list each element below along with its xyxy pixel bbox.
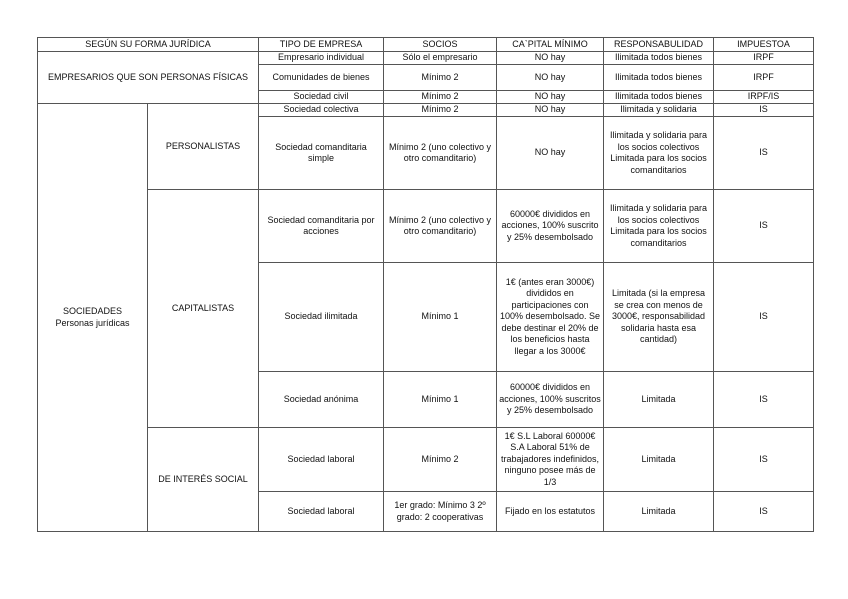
cell-capital: NO hay	[497, 65, 604, 91]
cell-capital: NO hay	[497, 104, 604, 117]
header-socios: SOCIOS	[384, 38, 497, 52]
cell-impuesto: IS	[714, 263, 814, 372]
cell-impuesto: IS	[714, 372, 814, 428]
cell-capital: 60000€ divididos en acciones, 100% suscritos y 25% desembolsado	[497, 372, 604, 428]
cell-tipo: Comunidades de bienes	[259, 65, 384, 91]
table-row	[38, 52, 814, 65]
group-sociedades-title: SOCIEDADES	[62, 306, 122, 316]
cell-tipo: Sociedad laboral	[259, 428, 384, 492]
subgroup-personalistas: PERSONALISTAS	[148, 104, 259, 190]
company-forms-table	[37, 37, 814, 532]
cell-tipo: Sociedad anónima	[259, 372, 384, 428]
cell-impuesto: IS	[714, 492, 814, 532]
table-row	[38, 104, 814, 117]
cell-responsabilidad: Ilimitada todos bienes	[604, 52, 714, 65]
cell-socios: Mínimo 2	[384, 91, 497, 104]
cell-impuesto: IRPF/IS	[714, 91, 814, 104]
cell-impuesto: IRPF	[714, 52, 814, 65]
subgroup-interes-social: DE INTERÉS SOCIAL	[148, 428, 259, 532]
cell-responsabilidad: Ilimitada todos bienes	[604, 91, 714, 104]
cell-socios: Mínimo 2	[384, 104, 497, 117]
cell-capital: NO hay	[497, 117, 604, 190]
cell-responsabilidad: Limitada	[604, 492, 714, 532]
group-personas-fisicas: EMPRESARIOS QUE SON PERSONAS FÍSICAS	[38, 52, 259, 104]
cell-tipo: Sociedad comanditaria por acciones	[259, 190, 384, 263]
cell-capital: 1€ (antes eran 3000€) divididos en participaciones con 100% desembolsado. Se debe destinar el 20% de los beneficios hasta llegar a los 3000€	[497, 263, 604, 372]
subgroup-capitalistas: CAPITALISTAS	[148, 190, 259, 428]
cell-socios: Mínimo 1	[384, 372, 497, 428]
header-capital-minimo: CA`PITAL MÍNIMO	[497, 38, 604, 52]
header-forma-juridica: SEGÚN SU FORMA JURÍDICA	[38, 38, 259, 52]
cell-tipo: Sociedad civil	[259, 91, 384, 104]
cell-tipo: Empresario individual	[259, 52, 384, 65]
cell-responsabilidad: Limitada	[604, 372, 714, 428]
cell-responsabilidad: Limitada (si la empresa se crea con menos de 3000€, responsabilidad solidaria hasta esa cantidad)	[604, 263, 714, 372]
cell-capital: 1€ S.L Laboral 60000€ S.A Laboral 51% de trabajadores indefinidos, ninguno posee más de 1/3	[497, 428, 604, 492]
header-tipo-empresa: TIPO DE EMPRESA	[259, 38, 384, 52]
cell-impuesto: IS	[714, 190, 814, 263]
header-impuestos: IMPUESTOA	[714, 38, 814, 52]
cell-socios: Mínimo 2 (uno colectivo y otro comanditario)	[384, 190, 497, 263]
cell-socios: Mínimo 2	[384, 428, 497, 492]
cell-responsabilidad: Ilimitada y solidaria	[604, 104, 714, 117]
table-row	[38, 428, 814, 492]
cell-responsabilidad: Limitada	[604, 428, 714, 492]
cell-capital: NO hay	[497, 91, 604, 104]
cell-impuesto: IRPF	[714, 65, 814, 91]
group-sociedades-subtitle: Personas jurídicas	[55, 317, 130, 328]
cell-responsabilidad: Ilimitada todos bienes	[604, 65, 714, 91]
cell-socios: Mínimo 2	[384, 65, 497, 91]
cell-socios: Sólo el empresario	[384, 52, 497, 65]
header-responsabilidad: RESPONSABULIDAD	[604, 38, 714, 52]
cell-tipo: Sociedad ilimitada	[259, 263, 384, 372]
cell-socios: 1er grado: Mínimo 3 2º grado: 2 cooperativas	[384, 492, 497, 532]
cell-socios: Mínimo 1	[384, 263, 497, 372]
cell-impuesto: IS	[714, 117, 814, 190]
cell-capital: Fijado en los estatutos	[497, 492, 604, 532]
cell-socios: Mínimo 2 (uno colectivo y otro comanditario)	[384, 117, 497, 190]
cell-impuesto: IS	[714, 104, 814, 117]
cell-tipo: Sociedad colectiva	[259, 104, 384, 117]
cell-tipo: Sociedad comanditaria simple	[259, 117, 384, 190]
cell-capital: NO hay	[497, 52, 604, 65]
group-sociedades	[38, 104, 148, 532]
cell-capital: 60000€ divididos en acciones, 100% suscrito y 25% desembolsado	[497, 190, 604, 263]
cell-responsabilidad: Ilimitada y solidaria para los socios colectivos Limitada para los socios comanditarios	[604, 117, 714, 190]
cell-tipo: Sociedad laboral	[259, 492, 384, 532]
cell-impuesto: IS	[714, 428, 814, 492]
table-row	[38, 190, 814, 263]
header-row	[38, 38, 814, 52]
cell-responsabilidad: Ilimitada y solidaria para los socios colectivos Limitada para los socios comanditarios	[604, 190, 714, 263]
